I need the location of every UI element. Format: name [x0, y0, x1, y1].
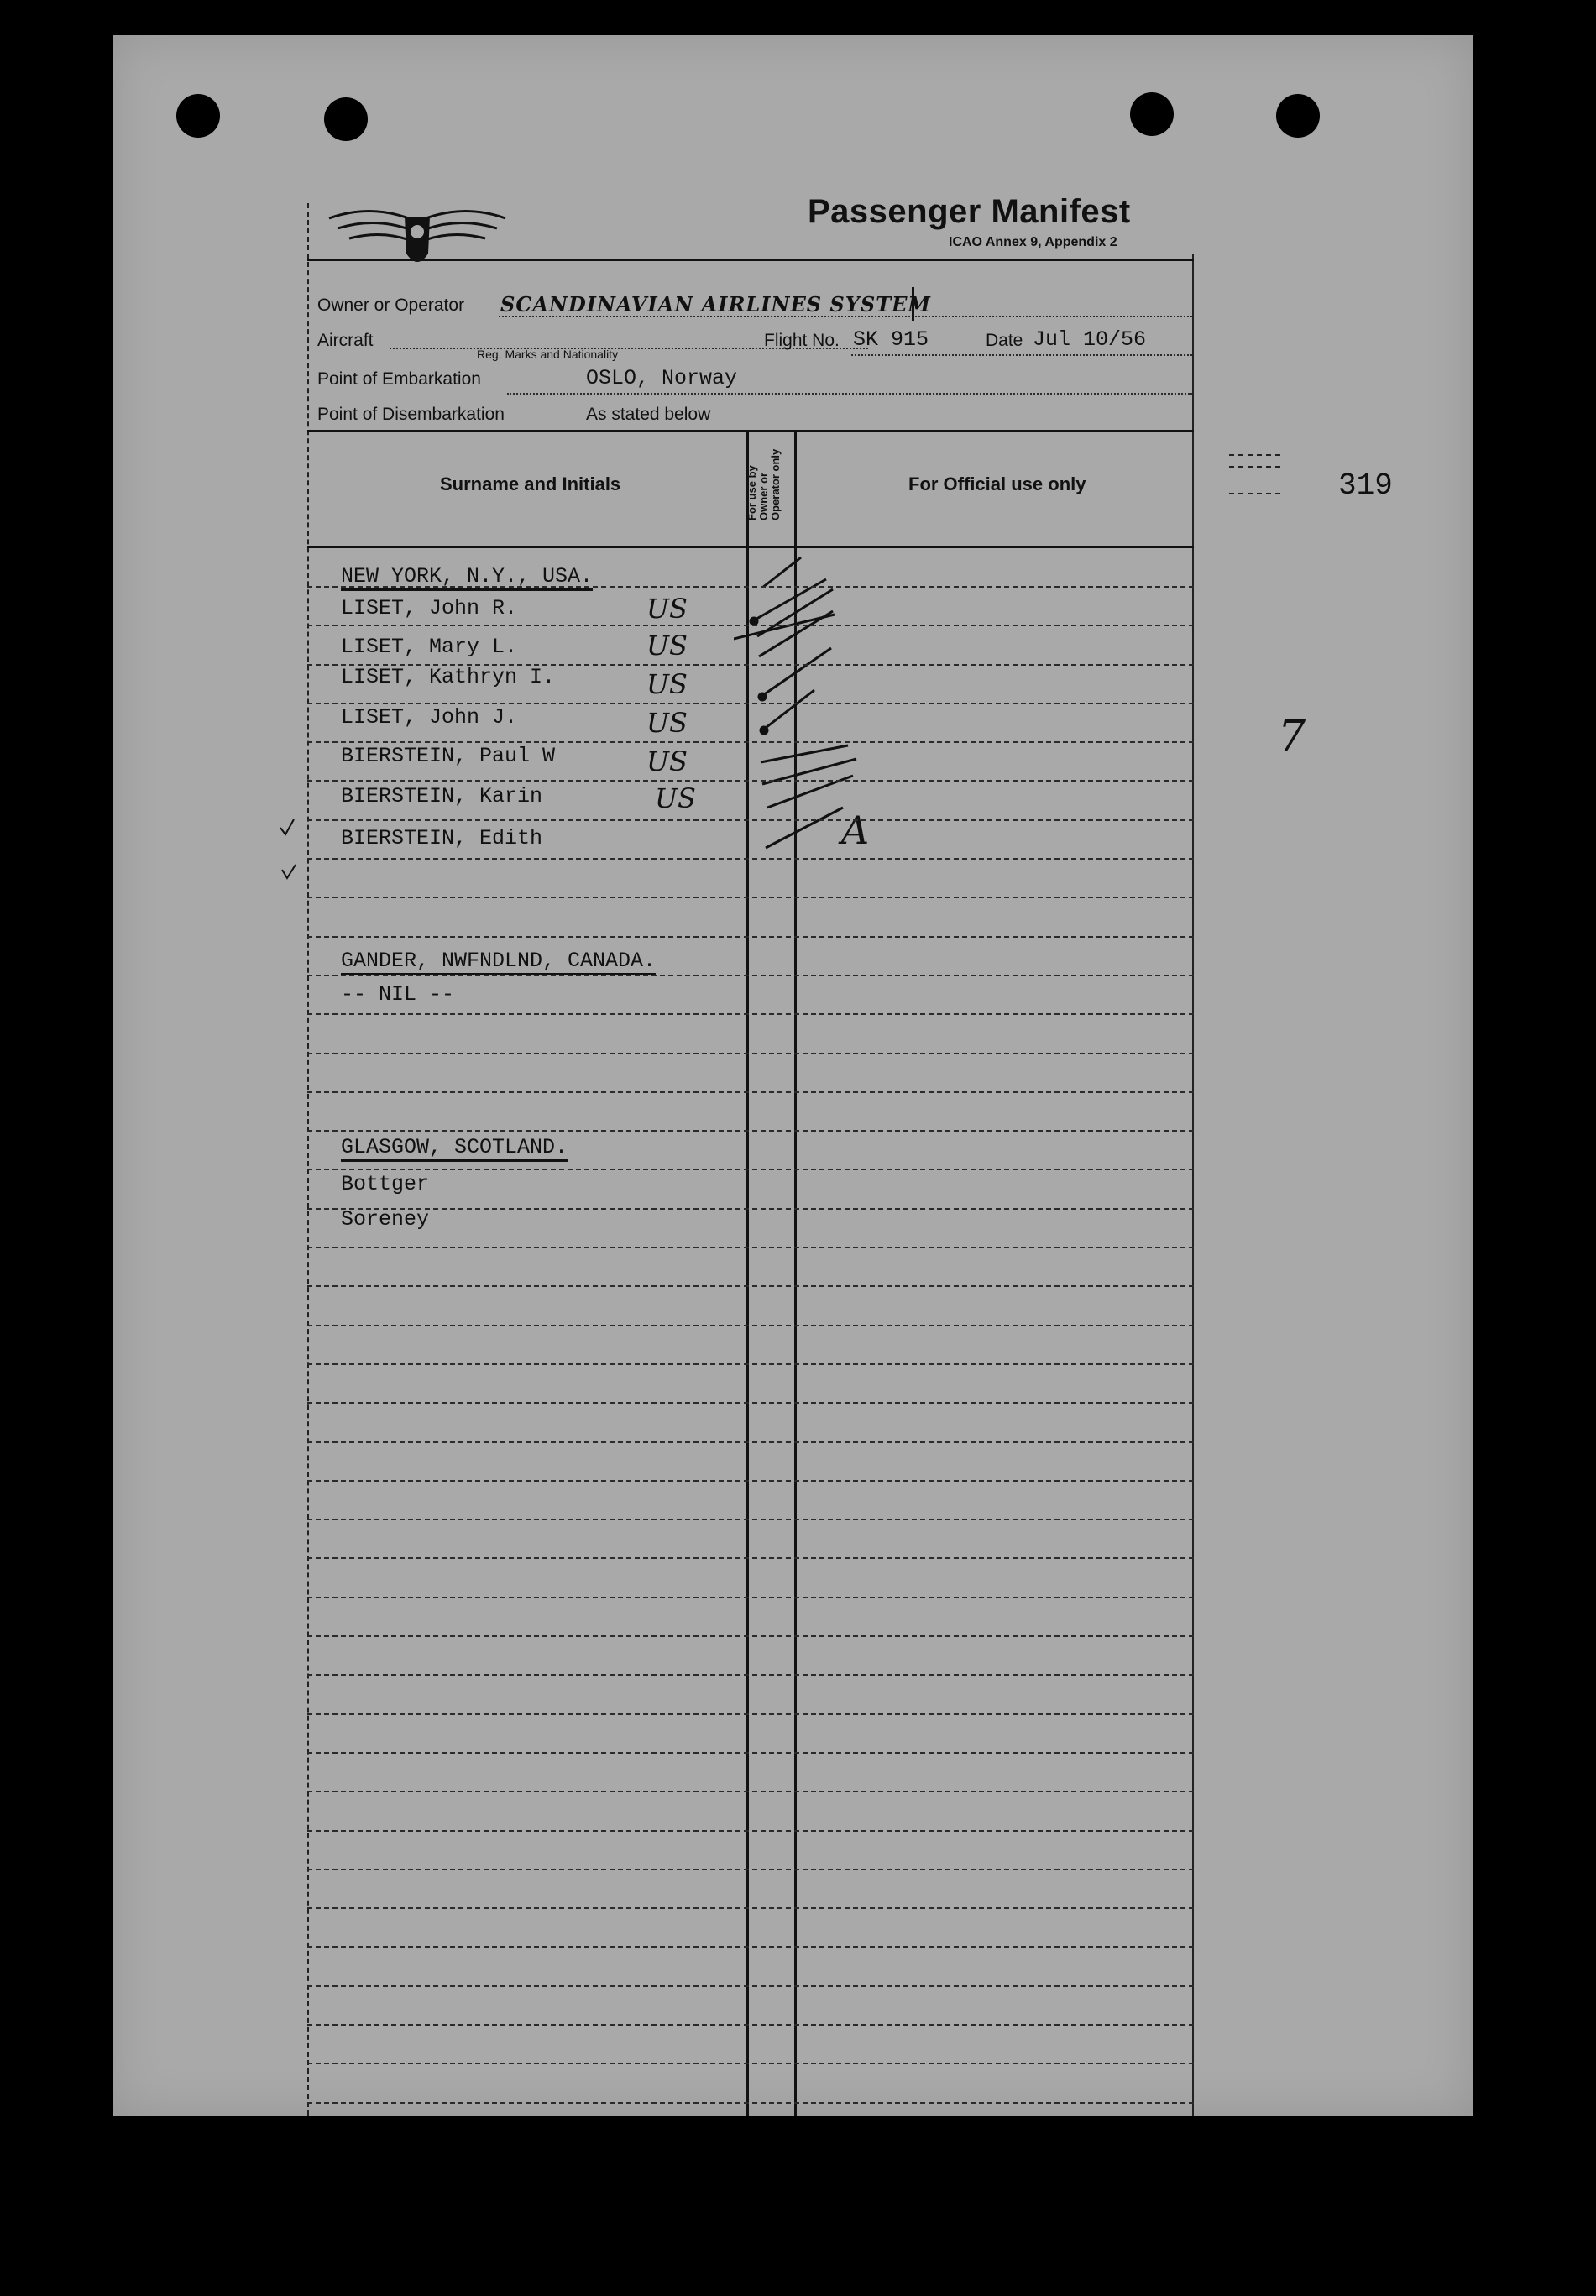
flight-value: SK 915 — [853, 327, 929, 352]
owner-label: Owner or Operator — [317, 295, 465, 315]
passenger-nationality: US — [646, 593, 688, 625]
ruled-line — [307, 975, 1194, 976]
passenger-name: LISET, John R. — [341, 596, 518, 620]
ruled-line — [307, 1830, 1194, 1832]
ruled-line — [307, 1869, 1194, 1870]
ruled-line — [307, 1946, 1194, 1948]
column-surname: Surname and Initials — [440, 473, 621, 494]
owner-use-line-1: For use by — [746, 465, 758, 520]
ruled-line — [307, 703, 1194, 704]
ruled-line — [307, 1325, 1194, 1326]
owner-value: SCANDINAVIAN AIRLINES SYSTEM — [500, 292, 931, 316]
passenger-name: -- NIL -- — [341, 982, 455, 1007]
ruled-line — [307, 1053, 1194, 1054]
ruled-line — [307, 1402, 1194, 1404]
document-subtitle: ICAO Annex 9, Appendix 2 — [949, 235, 1117, 249]
punch-hole — [324, 97, 368, 141]
passenger-name: BIERSTEIN, Karin — [341, 784, 543, 808]
ruled-line — [307, 1752, 1194, 1754]
ruled-line — [307, 1247, 1194, 1248]
passenger-nationality: US — [646, 707, 688, 739]
manifest-sheet — [113, 35, 1473, 2116]
winged-logo-icon — [321, 186, 514, 279]
ruled-line — [307, 1907, 1194, 1909]
ruled-line — [307, 936, 1194, 938]
ruled-line — [307, 1169, 1194, 1170]
passenger-name: LISET, John J. — [341, 705, 518, 730]
ruled-line — [307, 819, 1194, 821]
punch-hole — [176, 94, 220, 138]
passenger-name: LISET, Kathryn I. — [341, 665, 556, 689]
header-rule — [307, 259, 1194, 261]
ruled-line — [307, 2063, 1194, 2064]
disembark-label: Point of Disembarkation — [317, 405, 505, 424]
tick-marks — [734, 556, 927, 875]
passenger-name: Bottger — [341, 1172, 430, 1196]
left-margin-checks — [277, 816, 302, 892]
ruled-line — [307, 1208, 1194, 1210]
ruled-line — [307, 1363, 1194, 1365]
document-title: Passenger Manifest — [808, 193, 1131, 230]
frame-left — [307, 203, 309, 2116]
ruled-line — [307, 586, 1194, 588]
passenger-nationality: US — [655, 782, 696, 814]
ruled-line — [307, 858, 1194, 860]
ruled-line — [307, 1441, 1194, 1443]
date-value: Jul 10/56 — [1033, 327, 1147, 352]
passenger-name: BIERSTEIN, Paul W — [341, 744, 556, 768]
passenger-name: BIERSTEIN, Edith — [341, 826, 543, 850]
ruled-line — [307, 897, 1194, 898]
passenger-nationality: US — [646, 668, 688, 700]
embark-label: Point of Embarkation — [317, 369, 481, 389]
ruled-line — [307, 1635, 1194, 1637]
owner-line — [499, 316, 1192, 317]
ruled-line — [307, 625, 1194, 626]
ruled-line — [307, 1013, 1194, 1015]
ruled-line — [307, 1480, 1194, 1482]
passenger-name: LISET, Mary L. — [341, 635, 518, 659]
embark-value: OSLO, Norway — [586, 366, 738, 390]
disembark-value: As stated below — [586, 405, 711, 424]
punch-hole — [1130, 92, 1174, 136]
margin-tally: 7 — [1278, 712, 1306, 762]
ruled-line — [307, 1791, 1194, 1792]
ruled-line — [307, 1985, 1194, 1987]
owner-use-line-2: Owner or — [757, 472, 770, 520]
ruled-line — [307, 1557, 1194, 1559]
section-heading: GLASGOW, SCOTLAND. — [341, 1135, 568, 1162]
ruled-line — [307, 2024, 1194, 2026]
passenger-name: Soreney — [341, 1207, 430, 1232]
reg-marks-label: Reg. Marks and Nationality — [477, 348, 619, 361]
ruled-line — [307, 780, 1194, 782]
ruled-line — [307, 2102, 1194, 2104]
ruled-line — [307, 741, 1194, 743]
page-number: 319 — [1338, 468, 1393, 503]
ruled-line — [307, 1091, 1194, 1093]
date-label: Date — [986, 331, 1023, 350]
margin-dash-marks — [1226, 450, 1293, 500]
column-header-rule — [307, 546, 1194, 548]
ruled-line — [307, 1597, 1194, 1598]
passenger-nationality: US — [646, 745, 688, 777]
ruled-line — [307, 1674, 1194, 1676]
official-mark: A — [841, 808, 870, 853]
frame-right — [1192, 254, 1194, 2116]
ruled-line — [307, 1130, 1194, 1132]
embark-line — [507, 393, 1192, 395]
column-official: For Official use only — [908, 473, 1086, 494]
passenger-nationality: US — [646, 630, 688, 662]
ruled-line — [307, 664, 1194, 666]
ruled-line — [307, 1285, 1194, 1287]
ruled-line — [307, 1713, 1194, 1715]
owner-divider — [912, 287, 914, 321]
section-heading: NEW YORK, N.Y., USA. — [341, 564, 593, 591]
fields-rule — [307, 430, 1194, 432]
punch-hole — [1276, 94, 1320, 138]
ruled-line — [307, 1519, 1194, 1520]
aircraft-label: Aircraft — [317, 331, 374, 350]
column-owner-use — [746, 449, 782, 520]
flight-line — [851, 354, 1192, 356]
section-heading: GANDER, NWFNDLND, CANADA. — [341, 949, 656, 975]
flight-label: Flight No. — [764, 331, 840, 350]
owner-use-line-3: Operator only — [769, 448, 782, 520]
